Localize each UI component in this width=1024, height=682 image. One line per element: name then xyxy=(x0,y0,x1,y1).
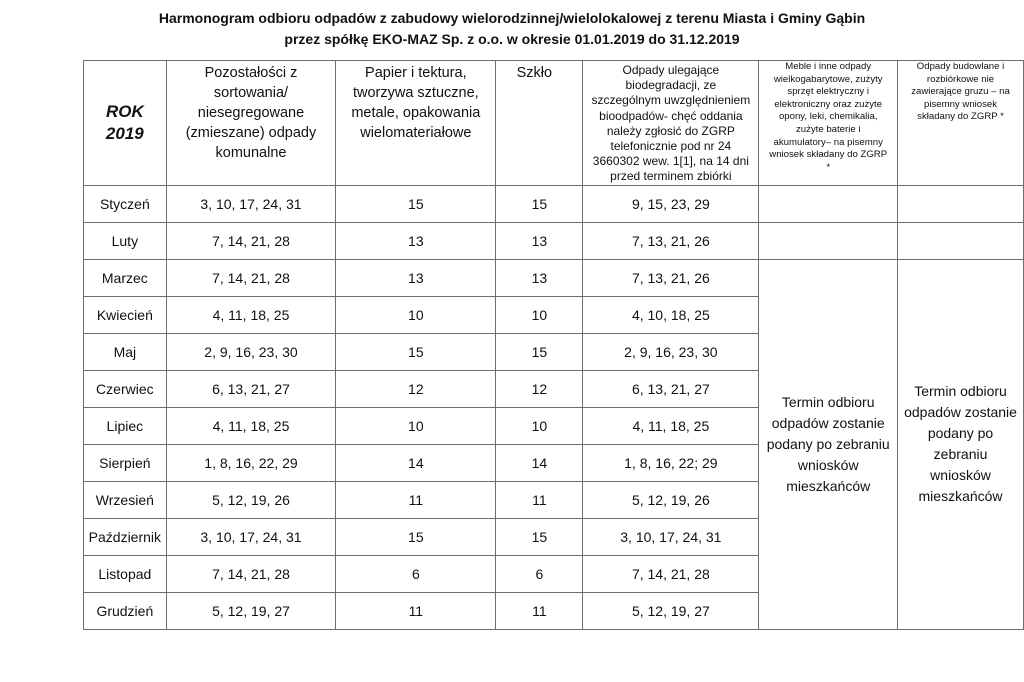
glass-dates-cell: 13 xyxy=(496,222,583,259)
header-mixed-waste-text: Pozostałości z sortowania/ niesegregowane (zmieszane) odpady komunalne xyxy=(185,65,317,161)
month-cell: Listopad xyxy=(84,555,167,592)
bio-dates-cell: 2, 9, 16, 23, 30 xyxy=(583,333,759,370)
paper-dates-cell: 14 xyxy=(336,444,496,481)
table-row xyxy=(84,222,1024,259)
glass-dates-cell: 11 xyxy=(496,481,583,518)
glass-dates-cell: 14 xyxy=(496,444,583,481)
month-cell: Czerwiec xyxy=(84,370,167,407)
glass-dates-cell: 15 xyxy=(496,518,583,555)
header-biodegradable xyxy=(583,61,759,186)
mixed-dates-cell: 7, 14, 21, 28 xyxy=(166,555,336,592)
paper-dates-cell: 15 xyxy=(336,333,496,370)
header-paper-plastic-metal-text: Papier i tektura, tworzywa sztuczne, metale, opakowania wielomateriałowe xyxy=(351,65,481,141)
bio-dates-cell: 7, 14, 21, 28 xyxy=(583,555,759,592)
construction-dates-cell xyxy=(898,185,1024,222)
mixed-dates-cell: 5, 12, 19, 27 xyxy=(166,592,336,629)
month-cell: Wrzesień xyxy=(84,481,167,518)
paper-dates-cell: 13 xyxy=(336,259,496,296)
header-paper-plastic-metal xyxy=(336,61,496,186)
year-value: 2019 xyxy=(105,123,144,143)
year-header-cell xyxy=(84,61,167,186)
glass-dates-cell: 13 xyxy=(496,259,583,296)
bio-dates-cell: 4, 10, 18, 25 xyxy=(583,296,759,333)
bio-dates-cell: 5, 12, 19, 26 xyxy=(583,481,759,518)
bio-dates-cell: 7, 13, 21, 26 xyxy=(583,259,759,296)
month-cell: Sierpień xyxy=(84,444,167,481)
month-cell: Marzec xyxy=(84,259,167,296)
glass-dates-cell: 10 xyxy=(496,407,583,444)
paper-dates-cell: 11 xyxy=(336,592,496,629)
glass-dates-cell: 6 xyxy=(496,555,583,592)
bio-dates-cell: 4, 11, 18, 25 xyxy=(583,407,759,444)
paper-dates-cell: 15 xyxy=(336,518,496,555)
month-cell: Kwiecień xyxy=(84,296,167,333)
mixed-dates-cell: 4, 11, 18, 25 xyxy=(166,407,336,444)
month-cell: Styczeń xyxy=(84,185,167,222)
paper-dates-cell: 13 xyxy=(336,222,496,259)
bio-dates-cell: 3, 10, 17, 24, 31 xyxy=(583,518,759,555)
mixed-dates-cell: 1, 8, 16, 22, 29 xyxy=(166,444,336,481)
month-cell: Luty xyxy=(84,222,167,259)
glass-dates-cell: 15 xyxy=(496,333,583,370)
title-line-2: przez spółkę EKO-MAZ Sp. z o.o. w okresie 01.01.2019 do 31.12.2019 xyxy=(284,31,740,47)
glass-dates-cell: 10 xyxy=(496,296,583,333)
construction-dates-cell xyxy=(898,222,1024,259)
glass-dates-cell: 15 xyxy=(496,185,583,222)
table-row xyxy=(84,259,1024,296)
glass-dates-cell: 11 xyxy=(496,592,583,629)
title-line-1: Harmonogram odbioru odpadów z zabudowy wielorodzinnej/wielolokalowej z terenu Miasta i Gminy Gąbin xyxy=(158,10,866,26)
bio-dates-cell: 6, 13, 21, 27 xyxy=(583,370,759,407)
year-label: ROK xyxy=(105,101,144,121)
month-cell: Maj xyxy=(84,333,167,370)
bio-dates-cell: 1, 8, 16, 22; 29 xyxy=(583,444,759,481)
header-construction-waste xyxy=(898,61,1024,186)
month-cell: Lipiec xyxy=(84,407,167,444)
mixed-dates-cell: 2, 9, 16, 23, 30 xyxy=(166,333,336,370)
paper-dates-cell: 6 xyxy=(336,555,496,592)
header-biodegradable-text: Odpady ulegające biodegradacji, ze szczególnym uwzględnieniem bioodpadów- chęć oddania należy zgłosić do ZGRP telefonicznie pod nr 24 3660302 wew. 1[1], na 14 dni przed terminem zbiórki xyxy=(591,63,751,184)
mixed-dates-cell: 3, 10, 17, 24, 31 xyxy=(166,185,336,222)
mixed-dates-cell: 7, 14, 21, 28 xyxy=(166,259,336,296)
header-mixed-waste xyxy=(166,61,336,186)
header-row xyxy=(84,61,1024,186)
collection-schedule-table xyxy=(83,60,1024,630)
bio-dates-cell: 5, 12, 19, 27 xyxy=(583,592,759,629)
header-glass xyxy=(496,61,583,186)
paper-dates-cell: 12 xyxy=(336,370,496,407)
mixed-dates-cell: 5, 12, 19, 26 xyxy=(166,481,336,518)
bio-dates-cell: 7, 13, 21, 26 xyxy=(583,222,759,259)
header-bulky-waste xyxy=(759,61,898,186)
paper-dates-cell: 10 xyxy=(336,296,496,333)
bulky-waste-note: Termin odbioru odpadów zostanie podany po zebraniu wniosków mieszkańców xyxy=(759,259,898,629)
mixed-dates-cell: 3, 10, 17, 24, 31 xyxy=(166,518,336,555)
paper-dates-cell: 15 xyxy=(336,185,496,222)
construction-waste-note: Termin odbioru odpadów zostanie podany po zebraniu wniosków mieszkańców xyxy=(898,259,1024,629)
month-cell: Październik xyxy=(84,518,167,555)
bulky-dates-cell xyxy=(759,185,898,222)
table-row xyxy=(84,185,1024,222)
paper-dates-cell: 10 xyxy=(336,407,496,444)
paper-dates-cell: 11 xyxy=(336,481,496,518)
mixed-dates-cell: 7, 14, 21, 28 xyxy=(166,222,336,259)
month-cell: Grudzień xyxy=(84,592,167,629)
bulky-dates-cell xyxy=(759,222,898,259)
mixed-dates-cell: 6, 13, 21, 27 xyxy=(166,370,336,407)
header-glass-text: Szkło xyxy=(516,65,553,81)
header-bulky-waste-text: Meble i inne odpady wielkogabarytowe, zużyty sprzęt elektryczny i elektroniczny oraz zużyte opony, leki, chemikalia, zużyte baterie i akumulatory– na pisemny wniosek składany do ZGRP * xyxy=(769,61,888,173)
bio-dates-cell: 9, 15, 23, 29 xyxy=(583,185,759,222)
mixed-dates-cell: 4, 11, 18, 25 xyxy=(166,296,336,333)
document-title xyxy=(0,8,1024,50)
header-construction-waste-text: Odpady budowlane i rozbiórkowe nie zawierające gruzu – na pisemny wniosek składany do ZGRP * xyxy=(911,61,1010,123)
glass-dates-cell: 12 xyxy=(496,370,583,407)
